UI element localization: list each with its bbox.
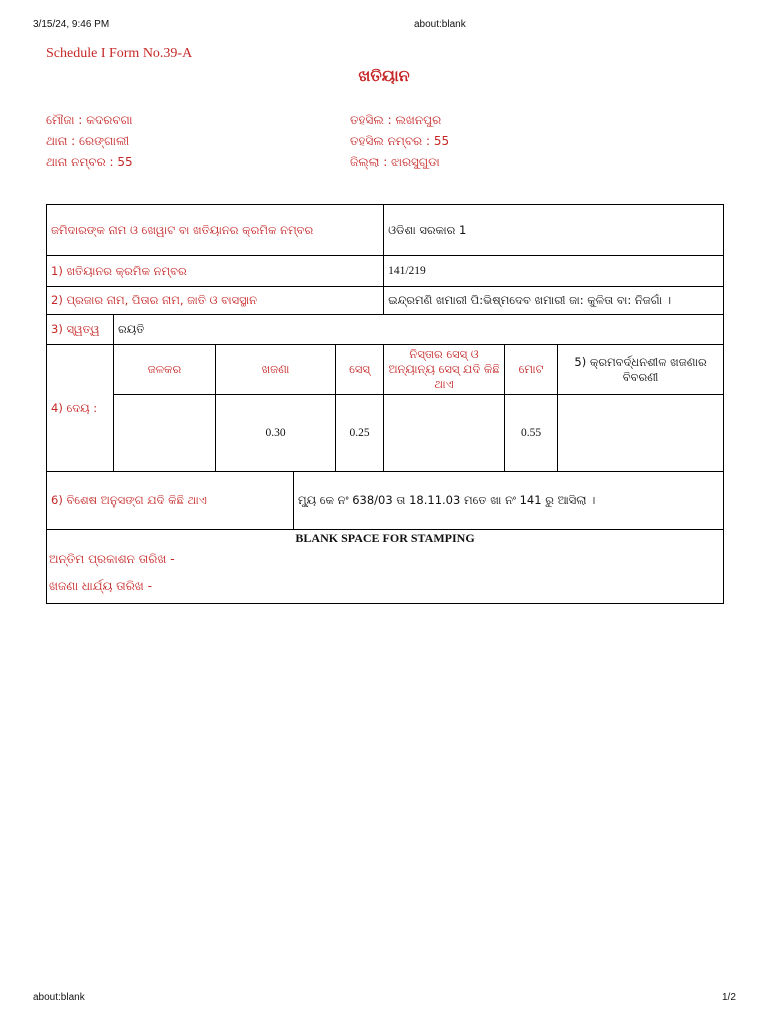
- print-url-top: about:blank: [414, 19, 466, 30]
- remarks-row: [47, 472, 724, 530]
- khatiyan-table: [46, 204, 724, 604]
- swatwa-value: ରୟତି: [114, 315, 724, 345]
- val-5: [558, 395, 724, 472]
- page-indicator: 1/2: [722, 992, 736, 1003]
- zamindar-label: ଜମିଦାରଙ୍କ ନାମ ଓ ଖେୱାଟ ବା ଖତିୟାନର କ୍ରମିକ ନମ୍ବର: [47, 205, 384, 256]
- thana-field: ଥାନା : ରେଙ୍ଗାଲୀ: [46, 134, 130, 148]
- remarks-value: ମ୍ୟୁ କେ ନଂ 638/03 ତା 18.11.03 ମତେ ଖା ନଂ 141 ରୁ ଆସିଲା ।: [294, 472, 724, 530]
- khatiyan-number-label: 1) ଖତିୟାନର କ୍ରମିକ ନମ୍ବର: [47, 256, 384, 287]
- owner-row: [47, 287, 724, 315]
- deya-label: 4) ଦେୟ :: [47, 345, 114, 472]
- col-5: 5) କ୍ରମବର୍ଦ୍ଧନଶୀଳ ଖଜଣାର ବିବରଣୀ: [558, 345, 724, 395]
- document-title: ଖତିୟାନ: [358, 66, 410, 85]
- col-mot: ମୋଟ: [505, 345, 558, 395]
- form-number: Schedule I Form No.39-A: [46, 46, 193, 61]
- val-khajana: 0.30: [216, 395, 336, 472]
- dues-header-row: [47, 345, 724, 395]
- stamp-title: BLANK SPACE FOR STAMPING: [295, 531, 475, 545]
- col-jalkar: ଜଳକର: [114, 345, 216, 395]
- val-jalkar: [114, 395, 216, 472]
- district-field: ଜିଲ୍ଲା : ଝାରସୁଗୁଡା: [350, 155, 440, 169]
- stamp-area: [47, 530, 724, 604]
- stamp-row: [47, 530, 724, 604]
- val-mot: 0.55: [505, 395, 558, 472]
- mouza-field: ମୌଜା : କଦରବଗା: [46, 113, 133, 127]
- col-cess: ସେସ୍: [336, 345, 384, 395]
- remarks-label: 6) ବିଶେଷ ଅନୁସଙ୍ଗ ଯଦି କିଛି ଥାଏ: [47, 472, 294, 530]
- swatwa-label: 3) ସ୍ୱତ୍ୱ: [47, 315, 114, 345]
- col-khajana: ଖଜଣା: [216, 345, 336, 395]
- tahasil-number-field: ତହସିଲ ନମ୍ବର : 55: [350, 134, 450, 148]
- khajana-assessment-date: ଖଜଣା ଧାର୍ଯ୍ୟ ତାରିଖ -: [49, 579, 152, 593]
- khatiyan-number-value: 141/219: [384, 256, 724, 287]
- owner-value: ଇନ୍ଦ୍ରମଣି ଖମାରୀ ପି:ଭିଷ୍ମଦେବ ଖମାରୀ ଜା: କୁଳିତା ବା: ନିଜଗାଁ ।: [384, 287, 724, 315]
- tahasil-field: ତହସିଲ : ଲଖନପୁର: [350, 113, 442, 127]
- zamindar-value: ଓଡିଶା ସରକାର 1: [384, 205, 724, 256]
- print-url-bottom: about:blank: [33, 992, 85, 1003]
- val-nistar: [384, 395, 505, 472]
- meta-right: [350, 110, 449, 173]
- col-nistar: ନିସ୍ତାର ସେସ୍ ଓ ଅନ୍ୟାନ୍ୟ ସେସ୍ ଯଦି କିଛି ଥାଏ: [384, 345, 505, 395]
- swatwa-row: [47, 315, 724, 345]
- final-publication-date: ଅନ୍ତିମ ପ୍ରକାଶନ ତାରିଖ -: [49, 552, 175, 566]
- owner-label: 2) ପ୍ରଜାର ନାମ, ପିତାର ନାମ, ଜାତି ଓ ବାସସ୍ଥାନ: [47, 287, 384, 315]
- khatiyan-number-row: [47, 256, 724, 287]
- print-datetime: 3/15/24, 9:46 PM: [33, 19, 110, 30]
- dues-value-row: [47, 395, 724, 472]
- meta-left: [46, 110, 133, 173]
- thana-number-field: ଥାନା ନମ୍ବର : 55: [46, 155, 133, 169]
- zamindar-row: [47, 205, 724, 256]
- val-cess: 0.25: [336, 395, 384, 472]
